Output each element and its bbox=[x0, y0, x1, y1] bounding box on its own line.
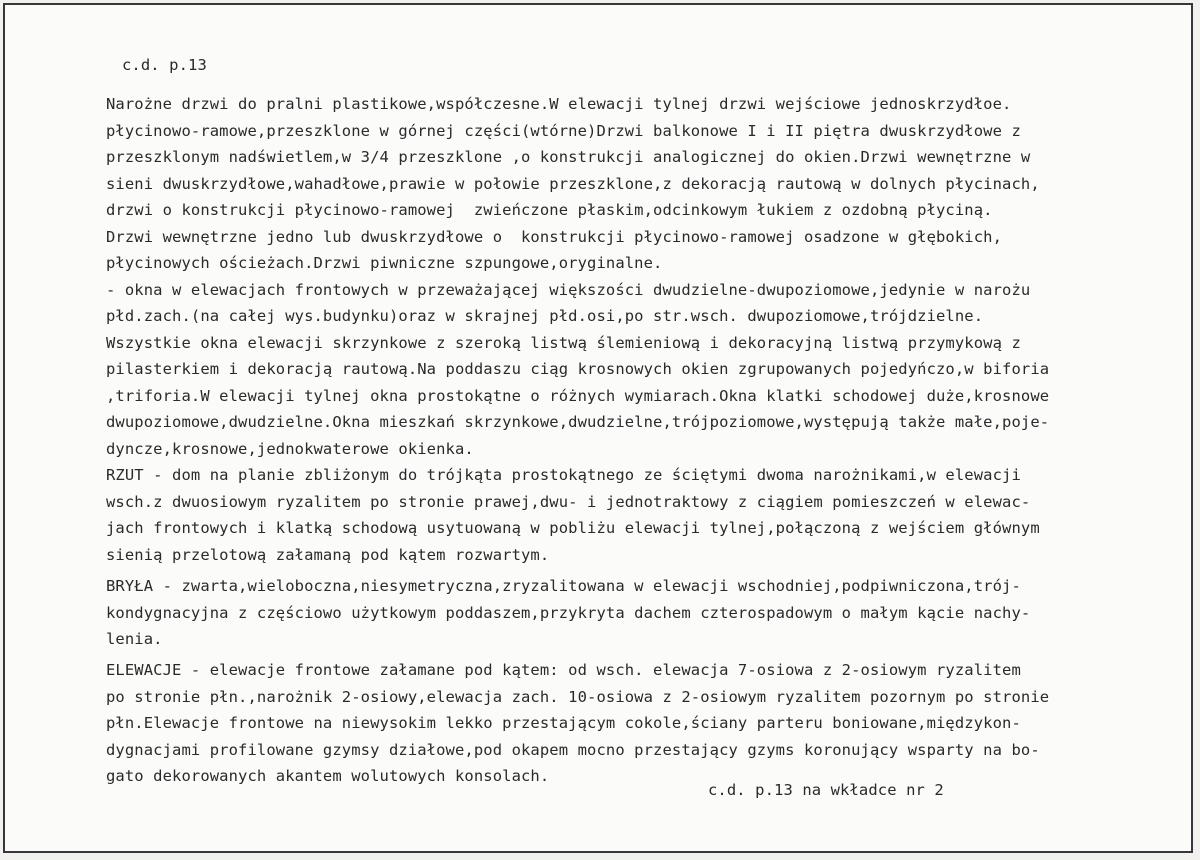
text-line: - okna w elewacjach frontowych w przeważającej większości dwudzielne-dwupoziomowe,jedynie w narożu bbox=[106, 280, 1031, 299]
paragraph-elewacje bbox=[106, 657, 1146, 790]
text-line: płn.Elewacje frontowe na niewysokim lekko przestającym cokole,ściany parteru boniowane,międzykon- bbox=[106, 714, 1021, 732]
text-line: wsch.z dwuosiowym ryzalitem po stronie prawej,dwu- i jednotraktowy z ciągiem pomieszczeń w elewac- bbox=[106, 492, 1031, 511]
text-line: płd.zach.(na całej wys.budynku)oraz w skrajnej płd.osi,po str.wsch. dwupoziomowe,trójdzielne. bbox=[106, 307, 984, 325]
text-line: po stronie płn.,narożnik 2-osiowy,elewacja zach. 10-osiowa z 2-osiowym ryzalitem pozornym po stronie bbox=[106, 687, 1050, 706]
text-line: Wszystkie okna elewacji skrzynkowe z szeroką listwą ślemieniową i dekoracyjną listwą przymykową z bbox=[106, 333, 1021, 352]
text-line: Narożne drzwi do pralni plastikowe,współczesne.W elewacji tylnej drzwi wejściowe jednoskrzydłoe. bbox=[106, 95, 1012, 113]
text-line: RZUT - dom na planie zbliżonym do trójkąta prostokątnego ze ściętymi dwoma narożnikami,w elewacji bbox=[106, 466, 1021, 484]
continuation-note: c.d. p.13 na wkładce nr 2 bbox=[708, 781, 944, 799]
text-line: sieni dwuskrzydłowe,wahadłowe,prawie w połowie przeszklone,z dekoracją rautową w dolnych płycinach, bbox=[106, 174, 1040, 193]
text-line: drzwi o konstrukcji płycinowo-ramowej zwieńczone płaskim,odcinkowym łukiem z ozdobną płyciną. bbox=[106, 201, 993, 219]
text-line: gato dekorowanych akantem wolutowych konsolach. bbox=[106, 767, 550, 785]
paragraph-rzut bbox=[106, 462, 1146, 568]
text-line: ,triforia.W elewacji tylnej okna prostokątne o różnych wymiarach.Okna klatki schodowej duże,krosnowe bbox=[106, 386, 1050, 405]
text-line: BRYŁA - zwarta,wieloboczna,niesymetryczna,zryzalitowana w elewacji wschodniej,podpiwniczona,trój- bbox=[106, 577, 1021, 595]
page-header: c.d. p.13 bbox=[122, 56, 207, 74]
archive-card bbox=[3, 3, 1193, 853]
paragraph-bryla bbox=[106, 573, 1146, 653]
text-line: dyncze,krosnowe,jednokwaterowe okienka. bbox=[106, 439, 474, 458]
text-line: pilasterkiem i dekoracją rautową.Na poddaszu ciąg krosnowych okien zgrupowanych pojedyńczo,w biforia bbox=[106, 360, 1050, 378]
text-line: sienią przelotową załamaną pod kątem rozwartym. bbox=[106, 545, 550, 564]
text-line: lenia. bbox=[106, 630, 163, 648]
text-line: przeszklonym nadświetlem,w 3/4 przeszklone ,o konstrukcji analogicznej do okien.Drzwi wewnętrzne w bbox=[106, 148, 1031, 166]
paragraph-doors-windows bbox=[106, 91, 1146, 462]
text-line: dygnacjami profilowane gzymsy działowe,pod okapem mocno przestający gzyms koronujący wsparty na bo- bbox=[106, 740, 1040, 759]
text-line: dwupoziomowe,dwudzielne.Okna mieszkań skrzynkowe,dwudzielne,trójpoziomowe,występują także małe,poje- bbox=[106, 413, 1050, 431]
text-line: kondygnacyjna z częściowo użytkowym poddaszem,przykryta dachem czterospadowym o małym kącie nachy- bbox=[106, 603, 1031, 622]
text-line: płycinowych ościeżach.Drzwi piwniczne szpungowe,oryginalne. bbox=[106, 254, 663, 272]
text-line: ELEWACJE - elewacje frontowe załamane pod kątem: od wsch. elewacja 7-osiowa z 2-osiowym ryzalitem bbox=[106, 661, 1021, 679]
text-line: jach frontowych i klatką schodową usytuowaną w pobliżu elewacji tylnej,połączoną z wejściem głównym bbox=[106, 519, 1040, 537]
text-line: Drzwi wewnętrzne jedno lub dwuskrzydłowe o konstrukcji płycinowo-ramowej osadzone w głębokich, bbox=[106, 227, 1003, 246]
text-line: płycinowo-ramowe,przeszklone w górnej części(wtórne)Drzwi balkonowe I i II piętra dwuskrzydłowe z bbox=[106, 121, 1021, 140]
